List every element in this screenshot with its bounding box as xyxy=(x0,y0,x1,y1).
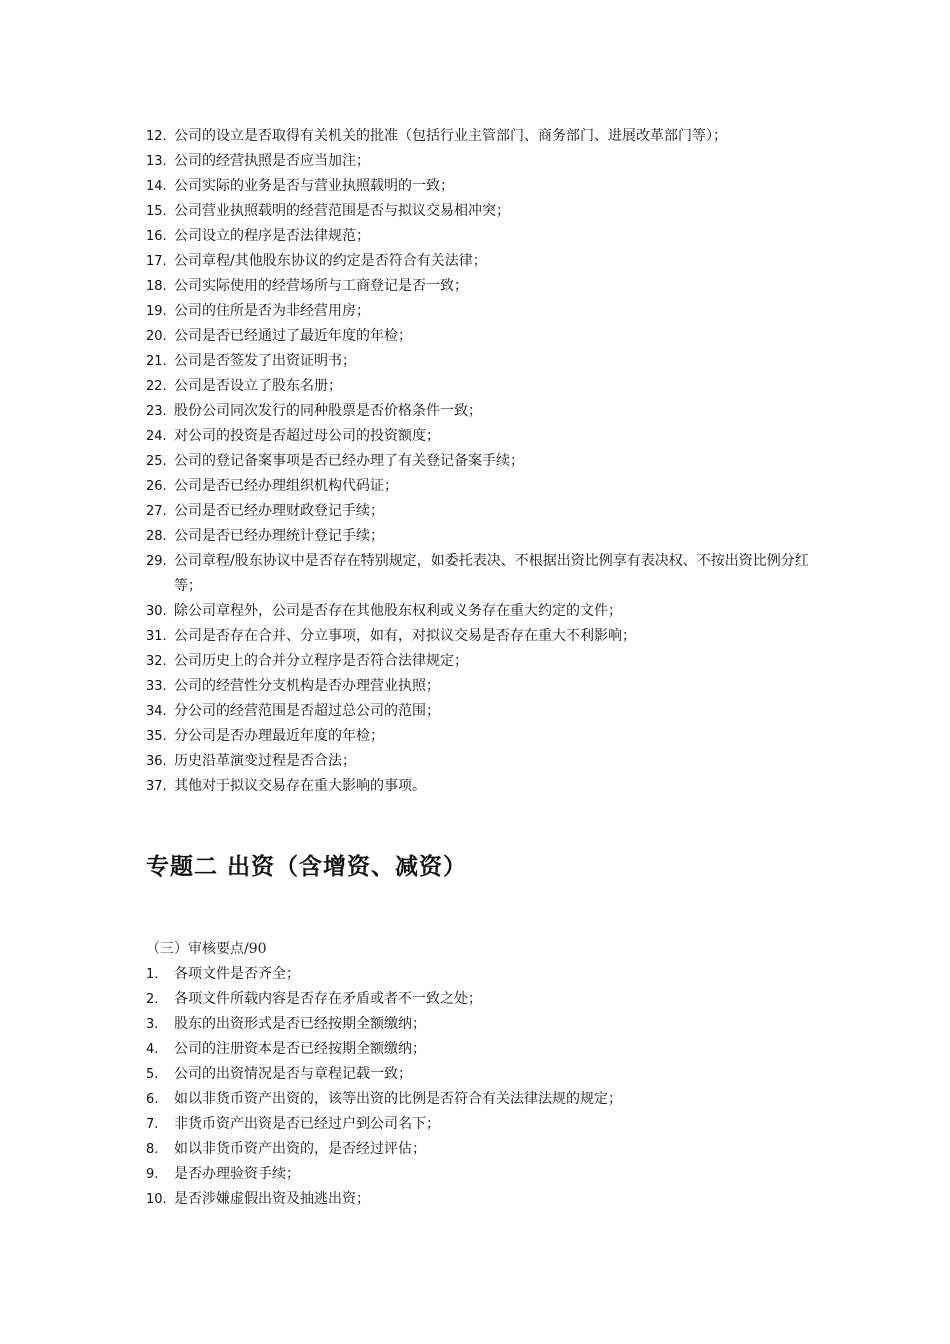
list-item-number: 15. xyxy=(146,204,167,219)
list-item-number: 14. xyxy=(146,179,167,194)
list-item xyxy=(0,349,814,374)
list-item xyxy=(0,549,814,599)
list-item-text: 其他对于拟议交易存在重大影响的事项。 xyxy=(174,778,426,794)
list-item-text: 公司是否已经办理组织机构代码证； xyxy=(174,478,398,494)
subheading-review-points: （三）审核要点/90 xyxy=(146,941,267,957)
list-item-text: 公司历史上的合并分立程序是否符合法律规定； xyxy=(174,653,468,669)
section-title: 专题二 出资（含增资、减资） xyxy=(146,854,468,880)
list-item xyxy=(0,499,814,524)
list-item-number: 29. xyxy=(146,554,167,569)
list-item-number: 6. xyxy=(146,1092,159,1107)
list-item xyxy=(0,724,814,749)
list-item-text: 除公司章程外，公司是否存在其他股东权利或义务存在重大约定的文件； xyxy=(174,603,622,619)
list-item xyxy=(0,449,814,474)
list-item-number: 22. xyxy=(146,379,167,394)
list-item xyxy=(0,399,814,424)
list-item-number: 25. xyxy=(146,454,167,469)
list-item-text: 公司是否已经通过了最近年度的年检； xyxy=(174,328,412,344)
list-item-number: 37. xyxy=(146,779,167,794)
list-item xyxy=(0,374,814,399)
list-item xyxy=(0,1062,814,1087)
list-item xyxy=(0,524,814,549)
list-item-text: 是否办理验资手续； xyxy=(174,1166,300,1182)
list-item-text: 公司的设立是否取得有关机关的批准（包括行业主管部门、商务部门、进展改革部门等）； xyxy=(174,128,727,144)
list-item-number: 16. xyxy=(146,229,167,244)
list-item-text: 是否涉嫌虚假出资及抽逃出资； xyxy=(174,1191,370,1207)
list-item-number: 13. xyxy=(146,154,167,169)
list-item-number: 12. xyxy=(146,129,167,144)
list-item-text: 股份公司同次发行的同种股票是否价格条件一致； xyxy=(174,403,482,419)
list-item-number: 36. xyxy=(146,754,167,769)
list-item-text: 公司是否已经办理财政登记手续； xyxy=(174,503,384,519)
list-item-text: 公司实际的业务是否与营业执照载明的一致； xyxy=(174,178,454,194)
list-item xyxy=(0,1162,814,1187)
list-item-number: 18. xyxy=(146,279,167,294)
list-item xyxy=(0,649,814,674)
list-item-number: 3. xyxy=(146,1017,159,1032)
list-item-text: 公司是否存在合并、分立事项，如有，对拟议交易是否存在重大不利影响； xyxy=(174,628,636,644)
list-item-number: 9. xyxy=(146,1167,159,1182)
list-item-text: 公司的注册资本是否已经按期全额缴纳； xyxy=(174,1041,426,1057)
list-item xyxy=(0,1137,814,1162)
list-item-text: 公司是否设立了股东名册； xyxy=(174,378,342,394)
list-item xyxy=(0,1037,814,1062)
list-item xyxy=(0,224,814,249)
list-item-text: 分公司是否办理最近年度的年检； xyxy=(174,728,384,744)
list-item-text: 公司的登记备案事项是否已经办理了有关登记备案手续； xyxy=(174,453,524,469)
list-item xyxy=(0,274,814,299)
list-item-number: 8. xyxy=(146,1142,159,1157)
list-item-number: 27. xyxy=(146,504,167,519)
list-item xyxy=(0,1187,814,1212)
list-item-text: 各项文件所载内容是否存在矛盾或者不一致之处； xyxy=(174,991,482,1007)
list-item-number: 17. xyxy=(146,254,167,269)
list-item xyxy=(0,674,814,699)
list-item-text: 对公司的投资是否超过母公司的投资额度； xyxy=(174,428,440,444)
list-item-text: 各项文件是否齐全； xyxy=(174,966,300,982)
list-item-text: 公司实际使用的经营场所与工商登记是否一致； xyxy=(174,278,468,294)
list-item-text: 非货币资产出资是否已经过户到公司名下； xyxy=(174,1116,440,1132)
list-item-number: 24. xyxy=(146,429,167,444)
list-item-text: 股东的出资形式是否已经按期全额缴纳； xyxy=(174,1016,426,1032)
list-item-text: 公司是否已经办理统计登记手续； xyxy=(174,528,384,544)
list-item-number: 2. xyxy=(146,992,159,1007)
list-item xyxy=(0,199,814,224)
list-item-number: 34. xyxy=(146,704,167,719)
list-item xyxy=(0,174,814,199)
list-item-text: 公司章程/其他股东协议的约定是否符合有关法律； xyxy=(174,253,487,269)
list-item xyxy=(0,962,814,987)
list-item xyxy=(0,987,814,1012)
list-item-number: 31. xyxy=(146,629,167,644)
list-item-number: 23. xyxy=(146,404,167,419)
list-item-number: 7. xyxy=(146,1117,159,1132)
list-item-number: 28. xyxy=(146,529,167,544)
list-item xyxy=(0,774,814,799)
list-item-text: 公司营业执照载明的经营范围是否与拟议交易相冲突； xyxy=(174,203,510,219)
list-item-text: 公司的经营性分支机构是否办理营业执照； xyxy=(174,678,440,694)
list-item xyxy=(0,324,814,349)
list-item xyxy=(0,1087,814,1112)
list-item-text: 公司的出资情况是否与章程记载一致； xyxy=(174,1066,412,1082)
list-item-text: 分公司的经营范围是否超过总公司的范围； xyxy=(174,703,440,719)
list-item-number: 19. xyxy=(146,304,167,319)
list-item-text: 如以非货币资产出资的，该等出资的比例是否符合有关法律法规的规定； xyxy=(174,1091,622,1107)
list-item-number: 35. xyxy=(146,729,167,744)
list-item-number: 20. xyxy=(146,329,167,344)
list-item-number: 33. xyxy=(146,679,167,694)
list-item xyxy=(0,1012,814,1037)
review-items-list-continued xyxy=(0,124,950,799)
capital-review-items-list xyxy=(0,962,950,1212)
list-item xyxy=(0,249,814,274)
list-item xyxy=(0,1112,814,1137)
list-item-text: 如以非货币资产出资的，是否经过评估； xyxy=(174,1141,426,1157)
list-item-text: 公司设立的程序是否法律规范； xyxy=(174,228,370,244)
list-item-text: 公司的经营执照是否应当加注； xyxy=(174,153,370,169)
list-item-number: 5. xyxy=(146,1067,159,1082)
list-item-number: 30. xyxy=(146,604,167,619)
list-item-text: 历史沿革演变过程是否合法； xyxy=(174,753,356,769)
list-item-text: 公司是否签发了出资证明书； xyxy=(174,353,356,369)
list-item-number: 10. xyxy=(146,1192,167,1207)
list-item xyxy=(0,699,814,724)
list-item-number: 26. xyxy=(146,479,167,494)
list-item xyxy=(0,299,814,324)
list-item xyxy=(0,149,814,174)
list-item-number: 1. xyxy=(146,967,159,982)
list-item-number: 32. xyxy=(146,654,167,669)
list-item xyxy=(0,474,814,499)
list-item-number: 4. xyxy=(146,1042,159,1057)
list-item xyxy=(0,124,814,149)
list-item xyxy=(0,599,814,624)
list-item xyxy=(0,624,814,649)
list-item-number: 21. xyxy=(146,354,167,369)
list-item xyxy=(0,749,814,774)
list-item-text: 公司章程/股东协议中是否存在特别规定，如委托表决、不根据出资比例享有表决权、不按出资比例分红等； xyxy=(174,553,809,594)
list-item-text: 公司的住所是否为非经营用房； xyxy=(174,303,370,319)
list-item xyxy=(0,424,814,449)
